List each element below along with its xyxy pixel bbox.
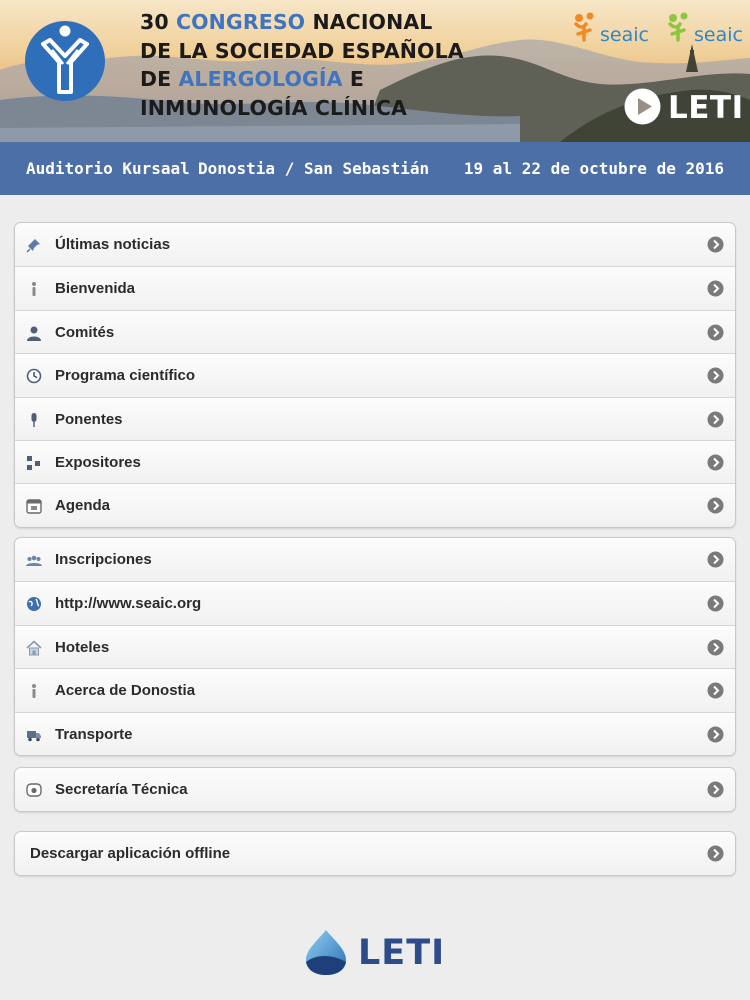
seaic-mark-icon: [570, 10, 600, 44]
calendar-icon: [26, 498, 42, 514]
chevron-right-icon: [707, 497, 724, 514]
title-text: E: [342, 67, 364, 91]
menu-item-comites[interactable]: [15, 310, 735, 353]
leti-drop-icon: [302, 928, 350, 976]
society-emblem-icon: [24, 20, 106, 102]
menu-group-download: [14, 831, 736, 876]
city-label: Donostia / San Sebastián: [198, 159, 430, 178]
menu-item-label: Transporte: [55, 725, 133, 743]
congress-title: [140, 8, 464, 122]
title-text: DE LA SOCIEDAD ESPAÑOLA: [140, 38, 464, 63]
title-text: INMUNOLOGÍA CLÍNICA: [140, 95, 407, 120]
seaic-mark-icon: [664, 10, 694, 44]
title-text: 30: [140, 10, 176, 34]
person-icon: [26, 325, 42, 341]
menu-item-expositores[interactable]: [15, 440, 735, 483]
menu-item-label: Comités: [55, 323, 115, 341]
title-accent-text: CONGRESO: [175, 10, 306, 34]
seaic-logo-text: seaic: [694, 24, 743, 46]
menu-item-label: Ponentes: [55, 410, 123, 428]
chevron-right-icon: [707, 682, 724, 699]
menu-group-main: [14, 222, 736, 528]
menu-item-hoteles[interactable]: [15, 625, 735, 668]
menu-item-label: Expositores: [55, 453, 141, 471]
menu-item-label: Acerca de Donostia: [55, 682, 196, 700]
menu-item-descargar-offline[interactable]: [15, 832, 735, 875]
info-icon: [26, 683, 42, 699]
menu-group-contact: [14, 767, 736, 812]
leti-wordmark: LETI: [668, 90, 744, 126]
menu-item-label: Bienvenida: [55, 280, 136, 298]
chevron-right-icon: [707, 411, 724, 428]
header-banner: [0, 0, 750, 142]
menu-item-label: Hoteles: [55, 638, 110, 656]
menu-item-ultimas-noticias[interactable]: [15, 223, 735, 266]
chevron-right-icon: [707, 639, 724, 656]
chevron-right-icon: [707, 324, 724, 341]
chevron-right-icon: [707, 236, 724, 253]
seaic-logo-text: seaic: [600, 24, 649, 46]
menu-item-seaic-website[interactable]: [15, 581, 735, 624]
menu-group-info: [14, 537, 736, 756]
menu-item-label: Programa científico: [55, 367, 196, 385]
chevron-right-icon: [707, 454, 724, 471]
chevron-right-icon: [707, 280, 724, 297]
menu-item-label: http://www.seaic.org: [55, 595, 202, 613]
leti-wordmark: LETI: [358, 933, 446, 973]
phone-icon: [26, 782, 42, 798]
globe-icon: [26, 596, 42, 612]
title-accent-text: ALERGOLOGÍA: [178, 67, 343, 91]
event-info-strip: [0, 142, 750, 195]
info-icon: [26, 281, 42, 297]
chevron-right-icon: [707, 551, 724, 568]
chevron-right-icon: [707, 845, 724, 862]
group-icon: [26, 552, 42, 568]
menu-item-label: Últimas noticias: [55, 236, 171, 253]
leti-play-icon: [624, 88, 661, 125]
clock-icon: [26, 368, 42, 384]
menu-item-label: Inscripciones: [55, 551, 152, 568]
chevron-right-icon: [707, 367, 724, 384]
menu-item-inscripciones[interactable]: [15, 538, 735, 581]
menu-item-secretaria-tecnica[interactable]: [15, 768, 735, 811]
chevron-right-icon: [707, 726, 724, 743]
house-icon: [26, 640, 42, 656]
menu-item-label: Descargar aplicación offline: [30, 845, 231, 862]
microphone-icon: [26, 412, 42, 428]
truck-icon: [26, 727, 42, 743]
title-text: NACIONAL: [305, 10, 433, 34]
venue-label: Auditorio Kursaal: [26, 159, 190, 178]
menu-item-label: Agenda: [55, 497, 111, 515]
leti-logo-footer: [302, 928, 452, 978]
menu-item-bienvenida[interactable]: [15, 266, 735, 309]
menu-item-programa-cientifico[interactable]: [15, 353, 735, 396]
blocks-icon: [26, 455, 42, 471]
title-text: DE: [140, 67, 179, 91]
menu-item-ponentes[interactable]: [15, 397, 735, 440]
dates-label: 19 al 22 de octubre de 2016: [463, 159, 724, 178]
chevron-right-icon: [707, 595, 724, 612]
menu-item-acerca-de-donostia[interactable]: [15, 668, 735, 711]
pin-icon: [26, 237, 42, 253]
menu-item-transporte[interactable]: [15, 712, 735, 755]
menu-item-label: Secretaría Técnica: [55, 781, 188, 798]
chevron-right-icon: [707, 781, 724, 798]
menu-item-agenda[interactable]: [15, 483, 735, 526]
